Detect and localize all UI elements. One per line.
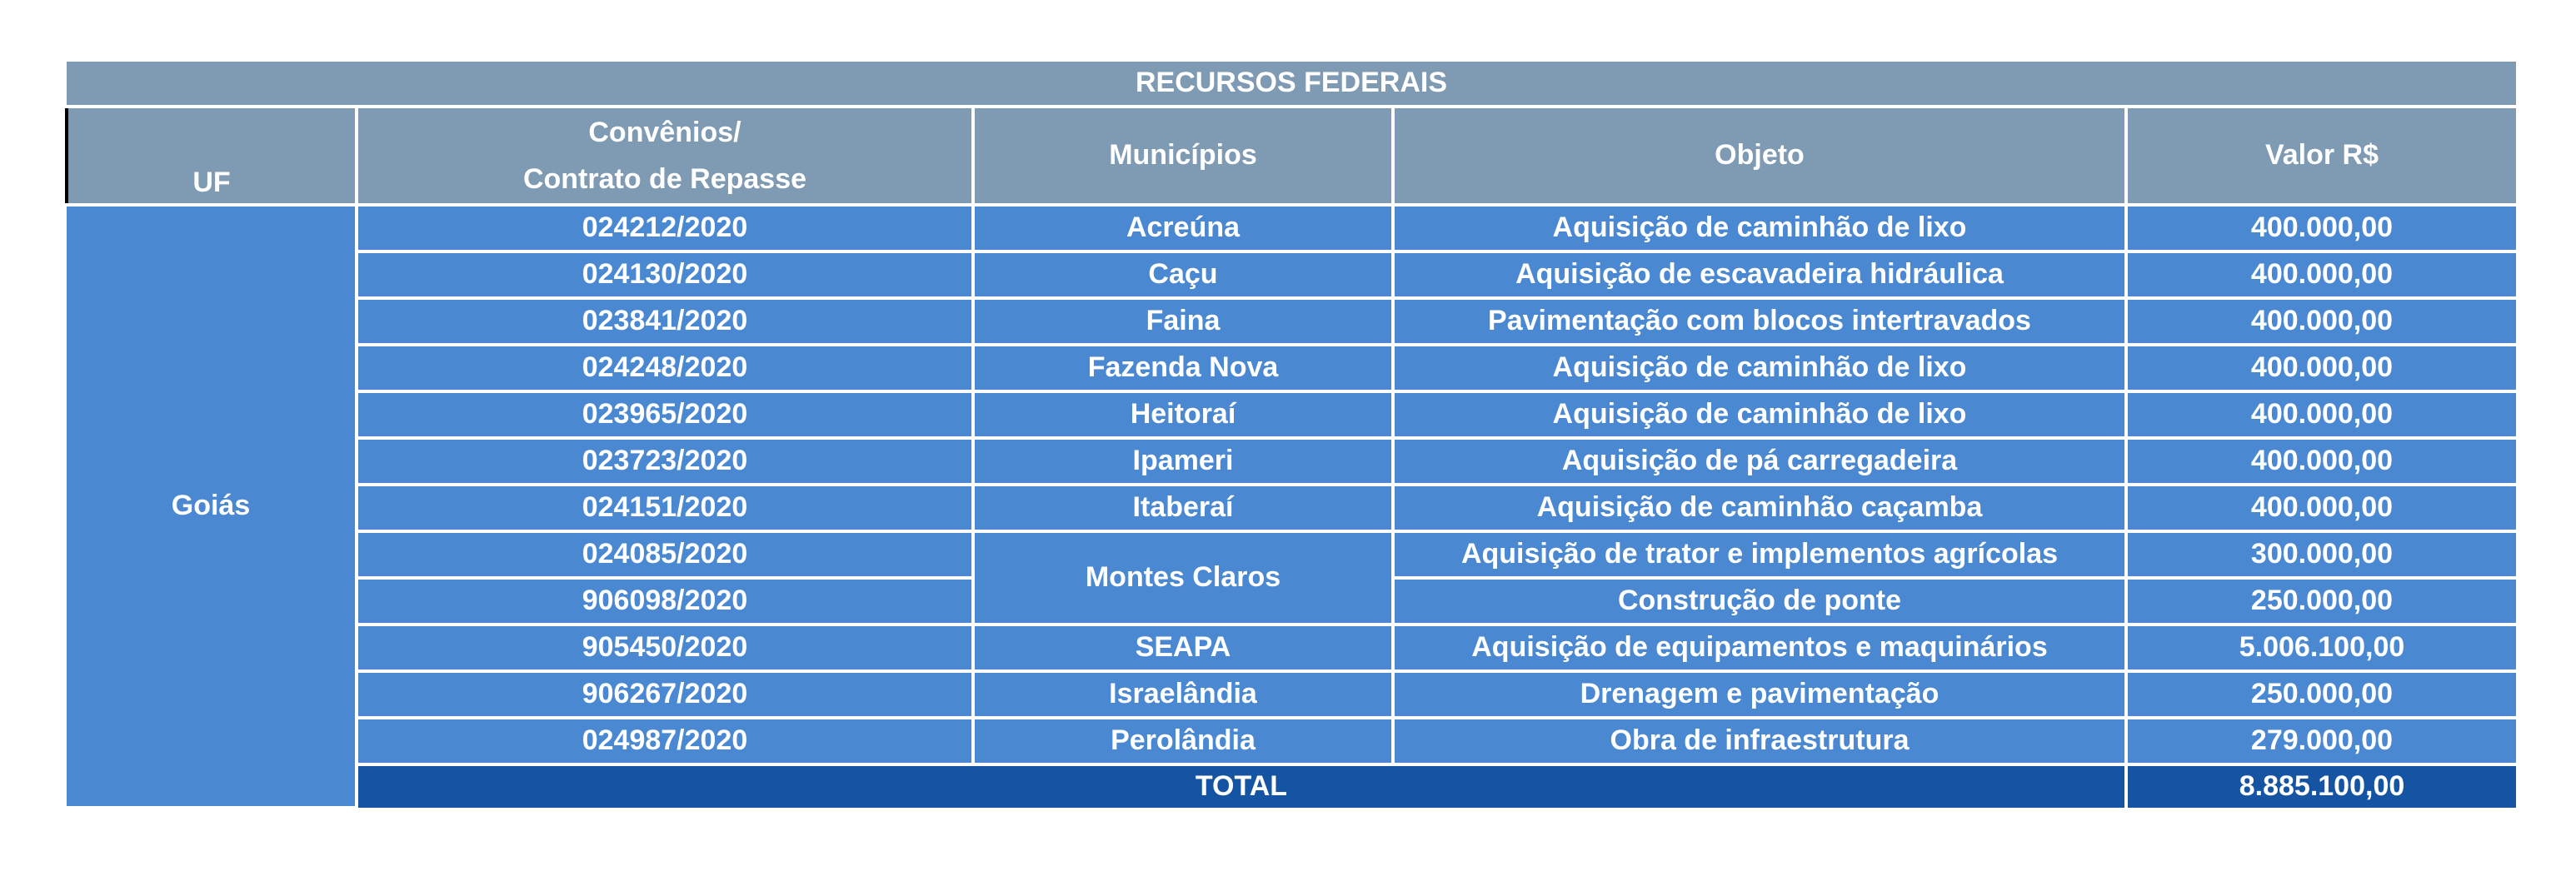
municipio-cell: Perolândia — [973, 718, 1393, 764]
convenio-cell: 906098/2020 — [357, 578, 973, 625]
convenio-cell: 023965/2020 — [357, 391, 973, 438]
municipio-cell: Fazenda Nova — [973, 345, 1393, 391]
valor-cell: 5.006.100,00 — [2126, 625, 2516, 671]
table-wrapper — [65, 62, 2516, 809]
total-row — [67, 764, 2516, 808]
header-convenios — [357, 107, 973, 205]
table-row — [67, 625, 2516, 671]
objeto-cell: Construção de ponte — [1393, 578, 2126, 625]
title-row — [67, 62, 2516, 107]
valor-cell: 400.000,00 — [2126, 205, 2516, 251]
uf-cell: Goiás — [67, 205, 357, 808]
municipio-cell: Caçu — [973, 251, 1393, 298]
convenio-cell: 024212/2020 — [357, 205, 973, 251]
convenio-cell: 024987/2020 — [357, 718, 973, 764]
valor-cell: 400.000,00 — [2126, 251, 2516, 298]
table-row — [67, 485, 2516, 531]
header-uf: UF — [67, 107, 357, 205]
objeto-cell: Aquisição de trator e implementos agrícolas — [1393, 531, 2126, 578]
valor-cell: 300.000,00 — [2126, 531, 2516, 578]
table-row — [67, 251, 2516, 298]
objeto-cell: Obra de infraestrutura — [1393, 718, 2126, 764]
objeto-cell: Aquisição de caminhão de lixo — [1393, 345, 2126, 391]
municipio-cell: Acreúna — [973, 205, 1393, 251]
header-convenios-line1: Convênios/ — [588, 117, 741, 148]
header-municipios: Municípios — [973, 107, 1393, 205]
objeto-cell: Aquisição de caminhão caçamba — [1393, 485, 2126, 531]
valor-cell: 400.000,00 — [2126, 485, 2516, 531]
municipio-cell: Itaberaí — [973, 485, 1393, 531]
convenio-cell: 024151/2020 — [357, 485, 973, 531]
header-objeto: Objeto — [1393, 107, 2126, 205]
valor-cell: 400.000,00 — [2126, 391, 2516, 438]
objeto-cell: Pavimentação com blocos intertravados — [1393, 298, 2126, 345]
municipio-cell: Israelândia — [973, 671, 1393, 718]
objeto-cell: Aquisição de escavadeira hidráulica — [1393, 251, 2126, 298]
table-row — [67, 345, 2516, 391]
municipio-cell: SEAPA — [973, 625, 1393, 671]
valor-cell: 400.000,00 — [2126, 298, 2516, 345]
table-row — [67, 391, 2516, 438]
valor-cell: 400.000,00 — [2126, 438, 2516, 485]
convenio-cell: 024130/2020 — [357, 251, 973, 298]
table-row — [67, 718, 2516, 764]
table-row — [67, 671, 2516, 718]
recursos-federais-table — [65, 62, 2516, 809]
header-convenios-line2: Contrato de Repasse — [522, 163, 807, 195]
convenio-cell: 905450/2020 — [357, 625, 973, 671]
table-title: RECURSOS FEDERAIS — [67, 62, 2516, 107]
objeto-cell: Drenagem e pavimentação — [1393, 671, 2126, 718]
municipio-cell: Ipameri — [973, 438, 1393, 485]
valor-cell: 250.000,00 — [2126, 578, 2516, 625]
header-row — [67, 107, 2516, 205]
convenio-cell: 024248/2020 — [357, 345, 973, 391]
total-value: 8.885.100,00 — [2126, 764, 2516, 808]
table-row — [67, 298, 2516, 345]
header-valor: Valor R$ — [2126, 107, 2516, 205]
valor-cell: 250.000,00 — [2126, 671, 2516, 718]
table-row — [67, 438, 2516, 485]
total-label: TOTAL — [357, 764, 2126, 808]
objeto-cell: Aquisição de caminhão de lixo — [1393, 205, 2126, 251]
convenio-cell: 023723/2020 — [357, 438, 973, 485]
valor-cell: 279.000,00 — [2126, 718, 2516, 764]
objeto-cell: Aquisição de equipamentos e maquinários — [1393, 625, 2126, 671]
municipio-cell: Faina — [973, 298, 1393, 345]
objeto-cell: Aquisição de pá carregadeira — [1393, 438, 2126, 485]
table-row — [67, 205, 2516, 251]
convenio-cell: 023841/2020 — [357, 298, 973, 345]
objeto-cell: Aquisição de caminhão de lixo — [1393, 391, 2126, 438]
municipio-cell: Heitoraí — [973, 391, 1393, 438]
convenio-cell: 024085/2020 — [357, 531, 973, 578]
convenio-cell: 906267/2020 — [357, 671, 973, 718]
valor-cell: 400.000,00 — [2126, 345, 2516, 391]
municipio-cell: Montes Claros — [973, 531, 1393, 625]
table-row — [67, 531, 2516, 578]
